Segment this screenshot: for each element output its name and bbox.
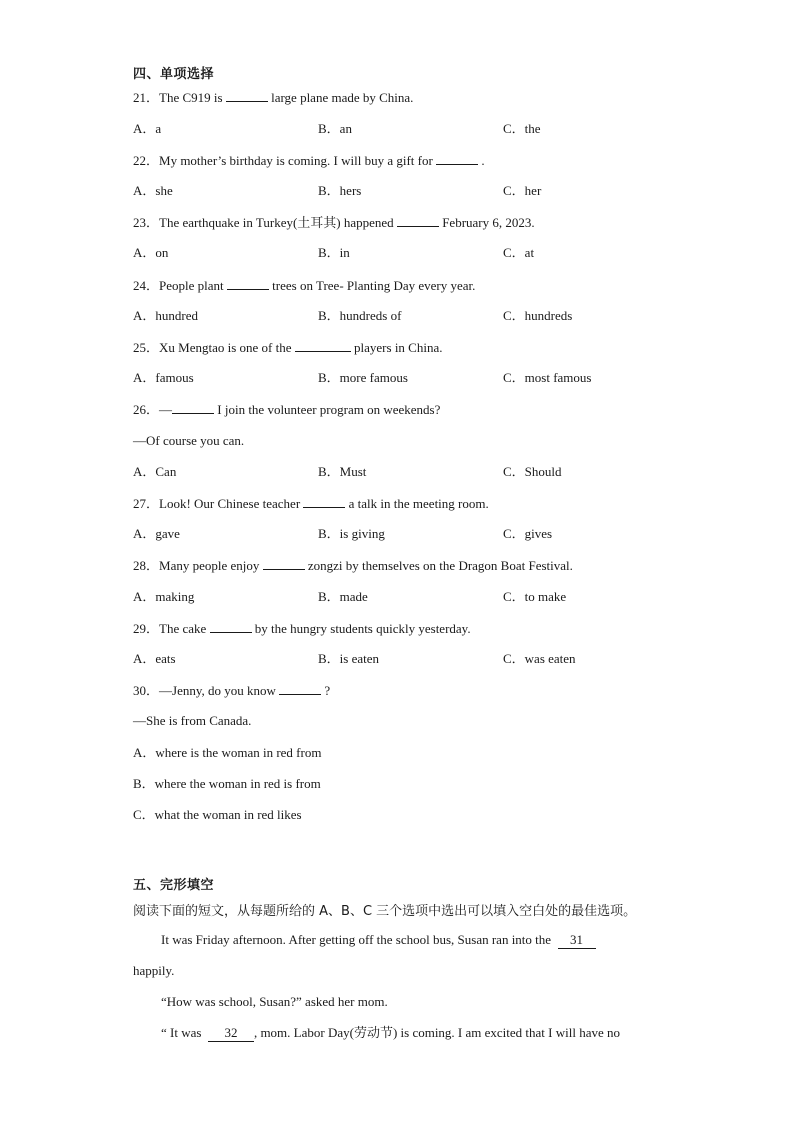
option-b[interactable]: B．made (318, 589, 368, 604)
option-a[interactable]: A．Can (133, 464, 177, 479)
option-b[interactable]: B．where the woman in red is from (133, 776, 321, 791)
option-a[interactable]: A．famous (133, 370, 194, 385)
option-b[interactable]: B．an (318, 121, 352, 136)
cloze-blank-31: 31 (558, 932, 596, 949)
dialogue-response: —Of course you can. (133, 433, 245, 448)
option-b[interactable]: B．in (318, 245, 350, 260)
section-5-instruction: 阅读下面的短文，从每题所给的 A、B、C 三个选项中选出可以填入空白处的最佳选项。 (133, 904, 637, 919)
question-26: 26．— I join the volunteer program on weekends? (133, 402, 441, 417)
passage-line: “ It was 32 , mom. Labor Day(劳动节) is coming. I am excited that I will have no (161, 1025, 621, 1040)
option-b[interactable]: B．Must (318, 464, 367, 479)
option-b[interactable]: B．is eaten (318, 651, 380, 666)
option-c[interactable]: C．most famous (503, 370, 592, 385)
option-a[interactable]: A．eats (133, 651, 176, 666)
option-c[interactable]: C．at (503, 245, 535, 260)
option-c[interactable]: C．Should (503, 464, 562, 479)
question-21: 21．The C919 is large plane made by China. (133, 90, 414, 105)
option-c[interactable]: C．her (503, 183, 542, 198)
question-25: 25．Xu Mengtao is one of the players in China. (133, 340, 443, 355)
dialogue-response: —She is from Canada. (133, 713, 252, 728)
answer-blank (295, 339, 351, 352)
option-c[interactable]: C．what the woman in red likes (133, 807, 302, 822)
answer-blank (263, 557, 305, 570)
passage-line: happily. (133, 963, 175, 978)
option-a[interactable]: A．where is the woman in red from (133, 745, 322, 760)
question-23: 23．The earthquake in Turkey(土耳其) happened February 6, 2023. (133, 215, 535, 230)
option-c[interactable]: C．gives (503, 526, 553, 541)
question-24: 24．People plant trees on Tree- Planting Day every year. (133, 278, 476, 293)
answer-blank (397, 214, 439, 227)
question-29: 29．The cake by the hungry students quickly yesterday. (133, 621, 471, 636)
question-22: 22．My mother’s birthday is coming. I will buy a gift for . (133, 153, 485, 168)
answer-blank (226, 89, 268, 102)
option-c[interactable]: C．the (503, 121, 541, 136)
option-c[interactable]: C．to make (503, 589, 567, 604)
option-b[interactable]: B．more famous (318, 370, 408, 385)
answer-blank (227, 277, 269, 290)
option-a[interactable]: A．gave (133, 526, 180, 541)
section-4-heading: 四、单项选择 (133, 67, 215, 82)
answer-blank (303, 495, 345, 508)
question-27: 27．Look! Our Chinese teacher a talk in the meeting room. (133, 496, 489, 511)
option-a[interactable]: A．on (133, 245, 169, 260)
answer-blank (436, 152, 478, 165)
section-5-heading: 五、完形填空 (133, 878, 215, 893)
option-a[interactable]: A．a (133, 121, 162, 136)
option-a[interactable]: A．hundred (133, 308, 198, 323)
question-30: 30．—Jenny, do you know ? (133, 683, 331, 698)
option-c[interactable]: C．hundreds (503, 308, 573, 323)
passage-line: “How was school, Susan?” asked her mom. (161, 994, 388, 1009)
answer-blank (172, 401, 214, 414)
option-b[interactable]: B．hers (318, 183, 362, 198)
option-c[interactable]: C．was eaten (503, 651, 576, 666)
answer-blank (210, 620, 252, 633)
question-28: 28．Many people enjoy zongzi by themselves on the Dragon Boat Festival. (133, 558, 573, 573)
option-b[interactable]: B．is giving (318, 526, 385, 541)
answer-blank (279, 682, 321, 695)
option-b[interactable]: B．hundreds of (318, 308, 402, 323)
passage-line: It was Friday afternoon. After getting off the school bus, Susan ran into the 31 (161, 932, 596, 949)
option-a[interactable]: A．she (133, 183, 173, 198)
cloze-blank-32: 32 (208, 1025, 254, 1042)
option-a[interactable]: A．making (133, 589, 195, 604)
